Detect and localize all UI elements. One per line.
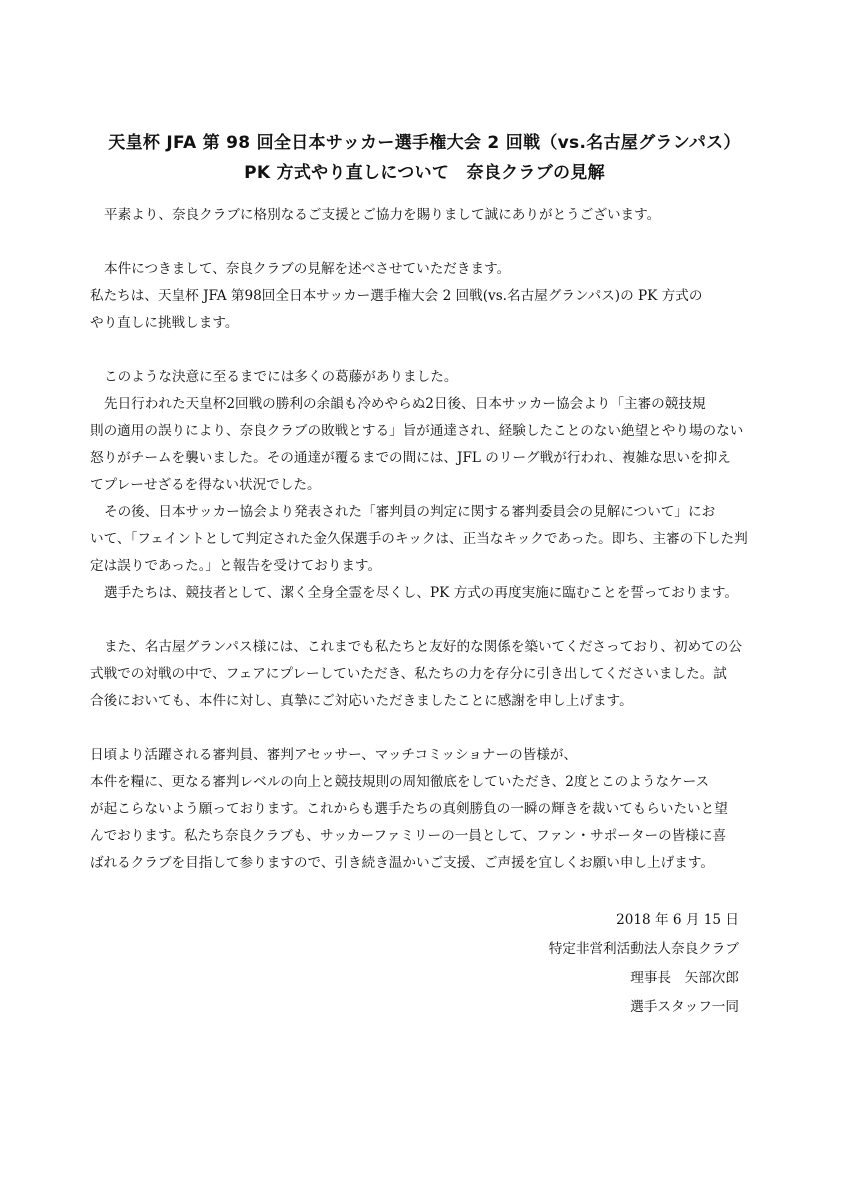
body-line: 本件につきまして、奈良クラブの見解を述べさせていただきます。 <box>104 261 511 277</box>
body-line: 私たちは、天皇杯 JFA 第98回全日本サッカー選手権大会 2 回戦(vs.名古屋グランパス)の PK 方式の <box>90 288 703 304</box>
body-line: てプレーせざるを得ない状況でした。 <box>90 477 321 493</box>
body-line: が起こらないよう願っております。これからも選手たちの真剣勝負の一瞬の輝きを裁いてもらいたいと望 <box>90 801 728 817</box>
signature-date: 2018 年 6 月 15 日 <box>616 912 739 928</box>
paragraph-background <box>90 364 762 607</box>
body-line: ばれるクラブを目指して参りますので、引き続き温かいご支援、ご声援を宜しくお願い申し上げます。 <box>90 855 714 871</box>
body-line: 合後においても、本件に対し、真摯にご対応いただきましたことに感謝を申し上げます。 <box>90 693 633 709</box>
signature-organization: 特定非営利活動法人奈良クラブ <box>548 941 739 957</box>
body-line: 定は誤りであった。」と報告を受けております。 <box>90 558 382 574</box>
document-body <box>90 202 762 877</box>
body-line: 怒りがチームを襲いました。その通達が覆るまでの間には、JFL のリーグ戦が行われ、複雑な思いを抑え <box>90 450 731 466</box>
body-line: その後、日本サッカー協会より発表された「審判員の判定に関する審判委員会の見解について」にお <box>104 504 716 520</box>
body-line: いて、「フェイントとして判定された金久保選手のキックは、正当なキックであった。即ち、主審の下した判 <box>90 531 748 547</box>
paragraph-statement <box>90 256 762 337</box>
body-line: 本件を糧に、更なる審判レベルの向上と競技規則の周知徹底をしていただき、2度とこのようなケース <box>90 774 710 790</box>
body-line: このような決意に至るまでには多くの葛藤がありました。 <box>104 369 458 385</box>
body-line: 式戦での対戦の中で、フェアにプレーしていただき、私たちの力を存分に引き出してくださいました。試 <box>90 666 727 682</box>
signature-chairman: 理事長 矢部次郎 <box>630 970 739 986</box>
body-line: んでおります。私たち奈良クラブも、サッカーファミリーの一員として、ファン・サポーターの皆様に喜 <box>90 828 727 844</box>
signature-staff: 選手スタッフ一同 <box>630 999 739 1015</box>
signature-block <box>549 906 739 1022</box>
paragraph-gratitude <box>90 634 762 715</box>
title-line-1: 天皇杯 JFA 第 98 回全日本サッカー選手権大会 2 回戦（vs.名古屋グランパス） <box>108 133 741 153</box>
body-line: 選手たちは、競技者として、潔く全身全霊を尽くし、PK 方式の再度実施に臨むことを誓っております。 <box>104 585 738 601</box>
title-line-2: PK 方式やり直しについて 奈良クラブの見解 <box>244 163 605 183</box>
body-line: 平素より、奈良クラブに格別なるご支援とご協力を賜りまして誠にありがとうございます。 <box>104 207 661 223</box>
paragraph-closing <box>90 742 762 877</box>
body-line: 先日行われた天皇杯2回戦の勝利の余韻も冷めやらぬ2日後、日本サッカー協会より「主審の競技規 <box>104 396 706 412</box>
document-title <box>60 128 789 188</box>
body-line: また、名古屋グランパス様には、これまでも私たちと友好的な関係を築いてくださっており、初めての公 <box>104 639 742 655</box>
body-line: 日頃より活躍される審判員、審判アセッサー、マッチコミッショナーの皆様が、 <box>90 747 578 763</box>
body-line: やり直しに挑戦します。 <box>90 315 239 331</box>
paragraph-greeting <box>90 202 762 229</box>
body-line: 則の適用の誤りにより、奈良クラブの敗戦とする」旨が通達され、経験したことのない絶望とやり場のない <box>90 423 744 439</box>
